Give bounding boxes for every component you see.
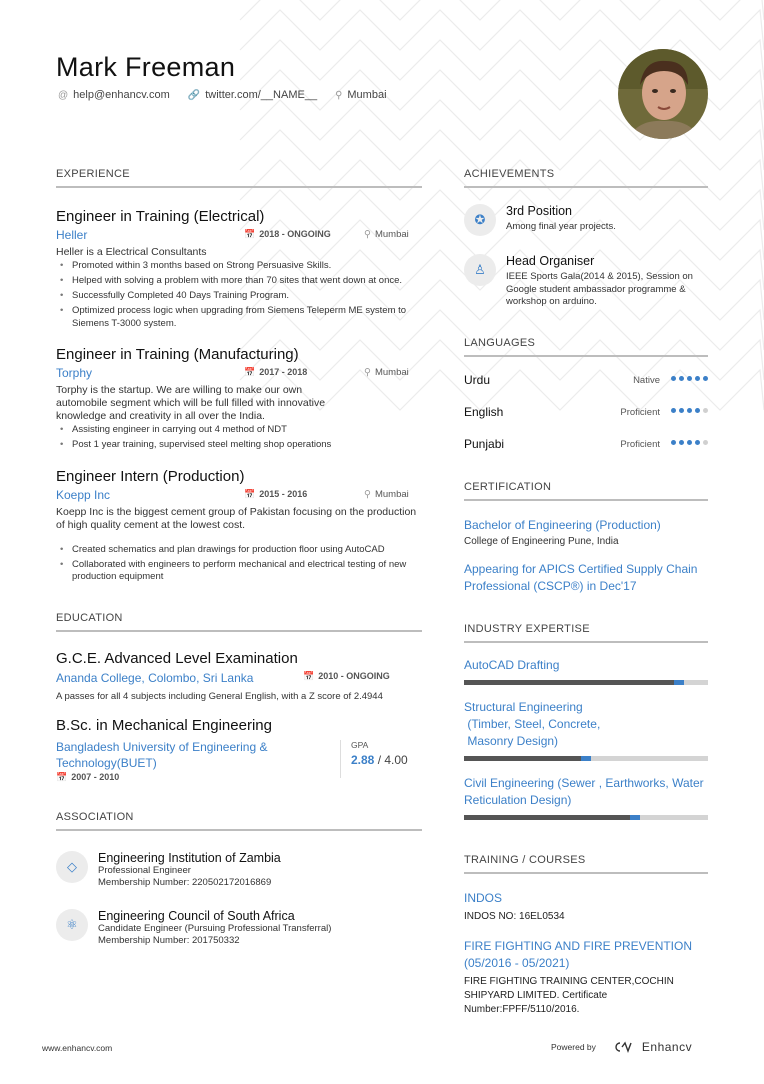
section-title-association: ASSOCIATION — [56, 811, 422, 831]
skill-entry — [464, 657, 708, 685]
experience-section — [56, 168, 422, 584]
skill-entry — [464, 699, 708, 761]
school-name: Bangladesh University of Engineering & Technology(BUET) — [56, 739, 268, 770]
enhancv-logo-icon — [614, 1041, 636, 1053]
skill-bar-tip — [581, 756, 591, 761]
rating-dot — [703, 440, 708, 445]
location-pin-icon: ⚲ — [364, 367, 371, 378]
job-entry — [56, 468, 422, 584]
enhancv-logo[interactable] — [614, 1040, 692, 1054]
skill-list — [464, 657, 708, 820]
section-title-experience: EXPERIENCE — [56, 168, 422, 188]
association-title: Engineering Institution of Zambia — [98, 850, 281, 865]
job-description: Torphy is the startup. We are willing to make our own automobile segment which will be full filled with innovative knowledge and creativity in all over the India. — [56, 384, 326, 422]
company-name[interactable]: Koepp Inc — [56, 487, 111, 502]
job-bullets — [56, 544, 422, 584]
job-location — [364, 229, 409, 240]
contact-location — [335, 89, 386, 101]
contact-bar — [58, 89, 405, 101]
job-bullets — [56, 424, 422, 452]
expertise-section — [464, 623, 708, 820]
gpa-score: 2.88 — [351, 752, 375, 767]
job-bullet: • Collaborated with engineers to perform mechanical and electrical testing of new production equipment — [56, 559, 422, 584]
degree-title: G.C.E. Advanced Level Examination — [56, 649, 298, 667]
location-text: Mumbai — [374, 367, 409, 378]
chevron-line — [240, 0, 764, 20]
rating-dot — [703, 408, 708, 413]
section-title-languages: LANGUAGES — [464, 337, 708, 357]
skill-bar-fill — [464, 815, 640, 820]
language-level: Proficient — [620, 438, 660, 450]
job-description: Koepp Inc is the biggest cement group of Pakistan focusing on the production of high quality cement at the lowest cost. — [56, 505, 417, 531]
education-section — [56, 612, 422, 783]
footer-site[interactable]: www.enhancv.com — [42, 1043, 113, 1053]
diamond-icon: ◇ — [56, 851, 88, 883]
left-column — [56, 168, 422, 949]
achievement-title: 3rd Position — [506, 204, 573, 218]
rating-dot — [671, 376, 676, 381]
brand-text: Enhancv — [641, 1040, 693, 1054]
languages-section — [464, 337, 708, 469]
gpa-box — [340, 740, 408, 778]
skill-name: Structural Engineering (Timber, Steel, Concrete, Masonry Design) — [464, 699, 601, 748]
language-rating — [668, 408, 708, 413]
atom-icon: ⚛ — [56, 909, 88, 941]
job-bullet: • Successfully Completed 40 Days Training Program. — [56, 290, 422, 303]
chevron-line — [240, 130, 764, 170]
section-title-training: TRAINING / COURSES — [464, 854, 708, 874]
skill-bar — [464, 815, 708, 820]
rating-dot — [671, 440, 676, 445]
job-bullet: • Created schematics and plan drawings for production floor using AutoCAD — [56, 544, 422, 557]
medal-icon: ✪ — [464, 204, 496, 236]
gpa-value — [351, 753, 408, 767]
certification-subtitle: College of Engineering Pune, India — [464, 535, 619, 547]
job-meta — [56, 488, 422, 506]
course-entry — [464, 890, 708, 924]
language-row — [464, 373, 708, 405]
achievement-entry — [464, 254, 708, 309]
section-title-certification: CERTIFICATION — [464, 481, 708, 501]
association-entry — [56, 851, 422, 891]
rating-dot — [679, 408, 684, 413]
calendar-icon: 📅 — [303, 670, 315, 681]
degree-title: B.Sc. in Mechanical Engineering — [56, 716, 272, 734]
rating-dot — [679, 440, 684, 445]
course-title: FIRE FIGHTING AND FIRE PREVENTION (05/2016 - 05/2021) — [464, 938, 693, 970]
job-title: Engineer Intern (Production) — [56, 467, 245, 485]
association-membership: Membership Number: 201750332 — [98, 935, 240, 946]
school-name: Ananda College, Colombo, Sri Lanka — [56, 670, 254, 685]
section-title-achievements: ACHIEVEMENTS — [464, 168, 708, 188]
rating-dot — [687, 408, 692, 413]
association-entry — [56, 909, 422, 949]
rating-dot — [695, 376, 700, 381]
job-title: Engineer in Training (Electrical) — [56, 208, 265, 225]
job-bullet: • Helped with solving a problem with more than 70 sites that went down at once. — [56, 275, 422, 288]
language-name: English — [464, 404, 504, 419]
job-date — [244, 367, 307, 378]
achievement-description: Among final year projects. — [506, 221, 616, 232]
language-row — [464, 405, 708, 437]
achievement-entry — [464, 204, 708, 240]
association-title: Engineering Council of South Africa — [98, 908, 295, 923]
skill-entry — [464, 775, 708, 820]
skill-bar-fill — [464, 756, 591, 761]
gpa-separator: / — [374, 752, 385, 767]
skill-bar-tip — [674, 680, 684, 685]
education-entry — [56, 650, 422, 703]
calendar-icon: 📅 — [244, 229, 256, 239]
achievement-description: IEEE Sports Gala(2014 & 2015), Session on Google student ambassador programme & workshop on arduino. — [506, 271, 693, 307]
job-date — [244, 489, 307, 500]
location-text: Mumbai — [374, 488, 409, 500]
rating-dot — [687, 440, 692, 445]
header — [56, 52, 235, 83]
certification-section — [464, 481, 708, 595]
date-text: 2007 - 2010 — [71, 771, 120, 782]
job-location — [364, 489, 409, 500]
skill-name: Civil Engineering (Sewer , Earthworks, Water Reticulation Design) — [464, 775, 704, 807]
association-section — [56, 811, 422, 949]
section-title-expertise: INDUSTRY EXPERTISE — [464, 623, 708, 643]
achievements-section — [464, 168, 708, 309]
section-title-education: EDUCATION — [56, 612, 422, 632]
location-pin-icon: ⚲ — [335, 89, 343, 101]
right-column — [464, 168, 708, 1017]
job-entry — [56, 208, 422, 330]
achievement-title: Head Organiser — [506, 254, 595, 268]
language-rating — [668, 376, 708, 381]
language-rating — [668, 440, 708, 445]
language-level: Proficient — [620, 406, 660, 418]
job-bullet: • Assisting engineer in carrying out 4 method of NDT — [56, 424, 422, 437]
certification-title: Bachelor of Engineering (Production) — [464, 517, 661, 532]
location-text: Mumbai — [374, 229, 409, 240]
job-description: Heller is a Electrical Consultants — [56, 246, 207, 258]
person-icon: ♙ — [464, 254, 496, 286]
association-membership: Membership Number: 220502172016869 — [98, 877, 272, 888]
language-name: Urdu — [464, 372, 491, 387]
training-section — [464, 854, 708, 1017]
job-title: Engineer in Training (Manufacturing) — [56, 346, 299, 363]
location-text: Mumbai — [347, 89, 387, 101]
profile-photo — [618, 49, 708, 139]
rating-dot — [679, 376, 684, 381]
candidate-name: Mark Freeman — [56, 52, 236, 82]
certification-entry — [464, 561, 708, 595]
course-entry — [464, 938, 708, 1017]
job-entry — [56, 346, 422, 452]
twitter-text: twitter.com/__NAME__ — [205, 89, 318, 101]
contact-twitter[interactable] — [188, 89, 317, 101]
association-role: Candidate Engineer (Pursuing Professional Transferral) — [98, 922, 332, 934]
calendar-icon: 📅 — [244, 367, 256, 377]
rating-dot — [703, 376, 708, 381]
skill-bar-tip — [630, 815, 640, 820]
location-pin-icon: ⚲ — [364, 229, 371, 240]
language-row — [464, 437, 708, 469]
language-name: Punjabi — [464, 436, 505, 451]
job-date — [244, 229, 331, 240]
link-icon: 🔗 — [187, 89, 201, 101]
rating-dot — [695, 408, 700, 413]
contact-email[interactable] — [58, 89, 170, 101]
date-text: 2015 - 2016 — [259, 488, 308, 499]
gpa-label: GPA — [351, 739, 369, 750]
gpa-max: 4.00 — [384, 752, 408, 767]
language-list — [464, 373, 708, 469]
course-subtitle: FIRE FIGHTING TRAINING CENTER,COCHIN SHIPYARD LIMITED. Certificate Number:FPFF/5110/2016. — [464, 975, 674, 1015]
email-text: help@enhancv.com — [73, 89, 170, 101]
job-bullet: • Optimized process logic when upgrading from Siemens Teleperm ME system to Siemens T-3000 system. — [56, 305, 422, 330]
skill-name: AutoCAD Drafting — [464, 657, 560, 672]
calendar-icon: 📅 — [56, 771, 68, 782]
location-pin-icon: ⚲ — [364, 488, 371, 500]
chevron-line — [240, 10, 764, 50]
language-level: Native — [633, 374, 660, 386]
certification-entry — [464, 517, 708, 547]
job-bullet: • Promoted within 3 months based on Strong Persuasive Skills. — [56, 260, 422, 273]
at-icon: @ — [58, 89, 69, 101]
powered-by-text: Powered by — [551, 1042, 596, 1052]
education-description: A passes for all 4 subjects including General English, with a Z score of 2.4944 — [56, 690, 383, 702]
rating-dot — [671, 408, 676, 413]
job-bullets — [56, 260, 422, 330]
course-subtitle: INDOS NO: 16EL0534 — [464, 910, 565, 922]
skill-bar-fill — [464, 680, 684, 685]
date-text: 2018 - ONGOING — [259, 229, 331, 239]
date-text: 2010 - ONGOING — [318, 670, 390, 681]
job-location — [364, 367, 409, 378]
calendar-icon: 📅 — [244, 488, 256, 499]
job-meta — [56, 366, 422, 384]
education-date — [303, 671, 390, 682]
company-name[interactable]: Heller — [56, 228, 88, 242]
skill-bar — [464, 756, 708, 761]
skill-bar — [464, 680, 708, 685]
course-title: INDOS — [464, 890, 503, 905]
rating-dot — [687, 376, 692, 381]
rating-dot — [695, 440, 700, 445]
education-entry — [56, 717, 422, 783]
date-text: 2017 - 2018 — [259, 367, 308, 377]
footer-branding — [551, 1040, 692, 1054]
job-meta — [56, 228, 422, 246]
association-role: Professional Engineer — [98, 864, 191, 876]
job-bullet: • Post 1 year training, supervised steel melting shop operations — [56, 439, 422, 452]
company-name[interactable]: Torphy — [56, 366, 93, 380]
certification-title: Appearing for APICS Certified Supply Chain Professional (CSCP®) in Dec'17 — [464, 561, 698, 593]
